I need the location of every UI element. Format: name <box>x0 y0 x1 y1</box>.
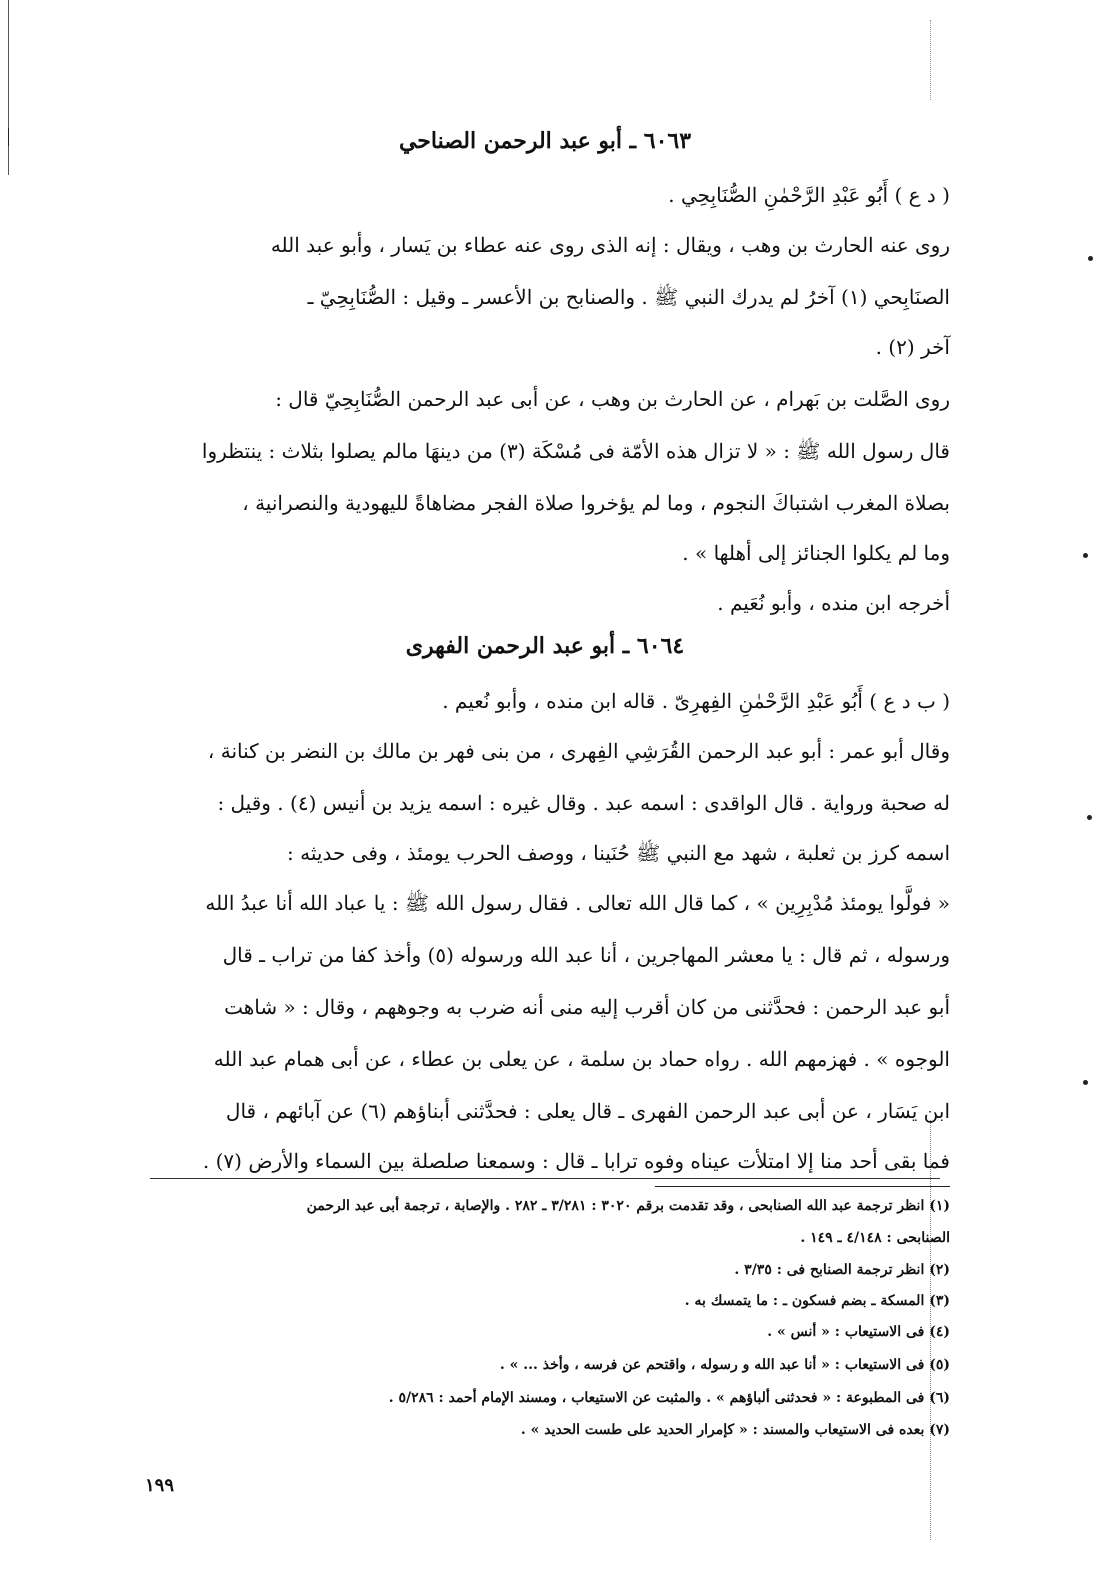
entry-line: أخرجه ابن منده ، وأبو نُعَيم . <box>717 591 950 615</box>
footnote: (٤) فى الاستيعاب : « أنس » . <box>767 1324 950 1340</box>
entry-line: اسمه كرز بن ثعلبة ، شهد مع النبي ﷺ حُنَينا ، ووصف الحرب يومئذ ، وفى حديثه : <box>287 841 950 865</box>
entry-line: ( د ع ) أَبُو عَبْدِ الرَّحْمٰنِ الصُّنَابِحِي . <box>668 183 950 207</box>
page-number: ١٩٩ <box>145 1475 175 1496</box>
text-end-rule <box>150 1178 940 1179</box>
scan-edge-tick <box>8 128 9 146</box>
entry-line: ( ب د ع ) أَبُو عَبْدِ الرَّحْمٰنِ الفِهرِىّ . قاله ابن منده ، وأبو نُعيم . <box>442 689 950 713</box>
entry-line: أبو عبد الرحمن : فحدَّثنى من كان أقرب إليه منى أنه ضرب به وجوههم ، وقال : « شاهت <box>224 995 950 1019</box>
margin-mark <box>1087 815 1092 820</box>
scan-fold-dots-top <box>930 20 931 100</box>
entry-heading: ٦٠٦٣ ـ أبو عبد الرحمن الصناحي <box>398 128 692 154</box>
entry-line: الوجوه » . فهزمهم الله . رواه حماد بن سلمة ، عن يعلى بن عطاء ، عن أبى همام عبد الله <box>213 1047 950 1071</box>
footnote: (٣) المسكة ـ بضم فسكون ـ : ما يتمسك به . <box>684 1293 950 1309</box>
entry-line: روى الصَّلت بن بَهرام ، عن الحارث بن وهب ، عن أبى عبد الرحمن الصُّنَابِحِيّ قال : <box>275 387 950 411</box>
scan-edge-line <box>8 0 9 175</box>
entry-line: روى عنه الحارث بن وهب ، ويقال : إنه الذى روى عنه عطاء بن يَسار ، وأبو عبد الله <box>270 233 950 257</box>
margin-mark <box>1088 256 1093 261</box>
entry-line: وقال أبو عمر : أبو عبد الرحمن القُرَشِي الفِهرى ، من بنى فهر بن مالك بن النضر بن كنانة ، <box>207 739 950 763</box>
footnote: (٧) بعده فى الاستيعاب والمسند : « كإمرار الحديد على طست الحديد » . <box>520 1422 950 1438</box>
footnote: (٦) فى المطبوعة : « فحدثنى ألباؤهم » . والمثبت عن الاستيعاب ، ومسند الإمام أحمد : ٥/٢٨٦ . <box>388 1390 950 1406</box>
entry-line: وما لم يكلوا الجنائز إلى أهلها » . <box>682 541 950 565</box>
footnote: (١) انظر ترجمة عبد الله الصنابحى ، وقد تقدمت برقم ٣٠٢٠ : ٣/٢٨١ ـ ٢٨٢ . والإصابة ، ترجمة أبى عبد الرحمن <box>306 1198 950 1214</box>
footnote-separator <box>655 1186 950 1187</box>
margin-mark <box>1083 553 1088 558</box>
footnote: (٢) انظر ترجمة الصنابح فى : ٣/٣٥ . <box>734 1262 950 1278</box>
entry-line: قال رسول الله ﷺ : « لا تزال هذه الأمّة فى مُسْكَة (٣) من دينهَا مالم يصلوا بثلاث : ينتظروا <box>201 439 950 463</box>
entry-line: آخر (٢) . <box>875 335 950 359</box>
entry-line: ابن يَسَار ، عن أبى عبد الرحمن الفهرى ـ قال يعلى : فحدَّثنى أبناؤهم (٦) عن آبائهم ، قال <box>225 1099 950 1123</box>
footnote: (٥) فى الاستيعاب : « أنا عبد الله و رسوله ، واقتحم عن فرسه ، وأخذ ... » . <box>499 1357 950 1373</box>
entry-line: فما بقى أحد منا إلا امتلأت عيناه وفوه ترابا ـ قال : وسمعنا صلصلة بين السماء والأرض (٧) . <box>202 1149 950 1173</box>
entry-heading: ٦٠٦٤ ـ أبو عبد الرحمن الفهرى <box>405 633 685 659</box>
entry-line: ورسوله ، ثم قال : يا معشر المهاجرين ، أنا عبد الله ورسوله (٥) وأخذ كفا من تراب ـ قال <box>222 943 950 967</box>
entry-line: له صحبة ورواية . قال الواقدى : اسمه عبد . وقال غيره : اسمه يزيد بن أنيس (٤) . وقيل : <box>217 791 950 815</box>
margin-mark <box>1083 1080 1088 1085</box>
entry-line: بصلاة المغرب اشتباكَ النجوم ، وما لم يؤخروا صلاة الفجر مضاهاةً لليهودية والنصرانية ، <box>242 491 950 515</box>
footnote: الصنابحى : ٤/١٤٨ ـ ١٤٩ . <box>800 1230 950 1246</box>
entry-line: الصنَابِحي (١) آخرُ لم يدرك النبي ﷺ . والصنابح بن الأعسر ـ وقيل : الصُّنَابِحِيّ ـ <box>307 285 950 309</box>
entry-line: « فولَّوا يومئذ مُدْبِرِين » ، كما قال الله تعالى . فقال رسول الله ﷺ : يا عباد الله أنا عبدُ الله <box>205 891 950 915</box>
